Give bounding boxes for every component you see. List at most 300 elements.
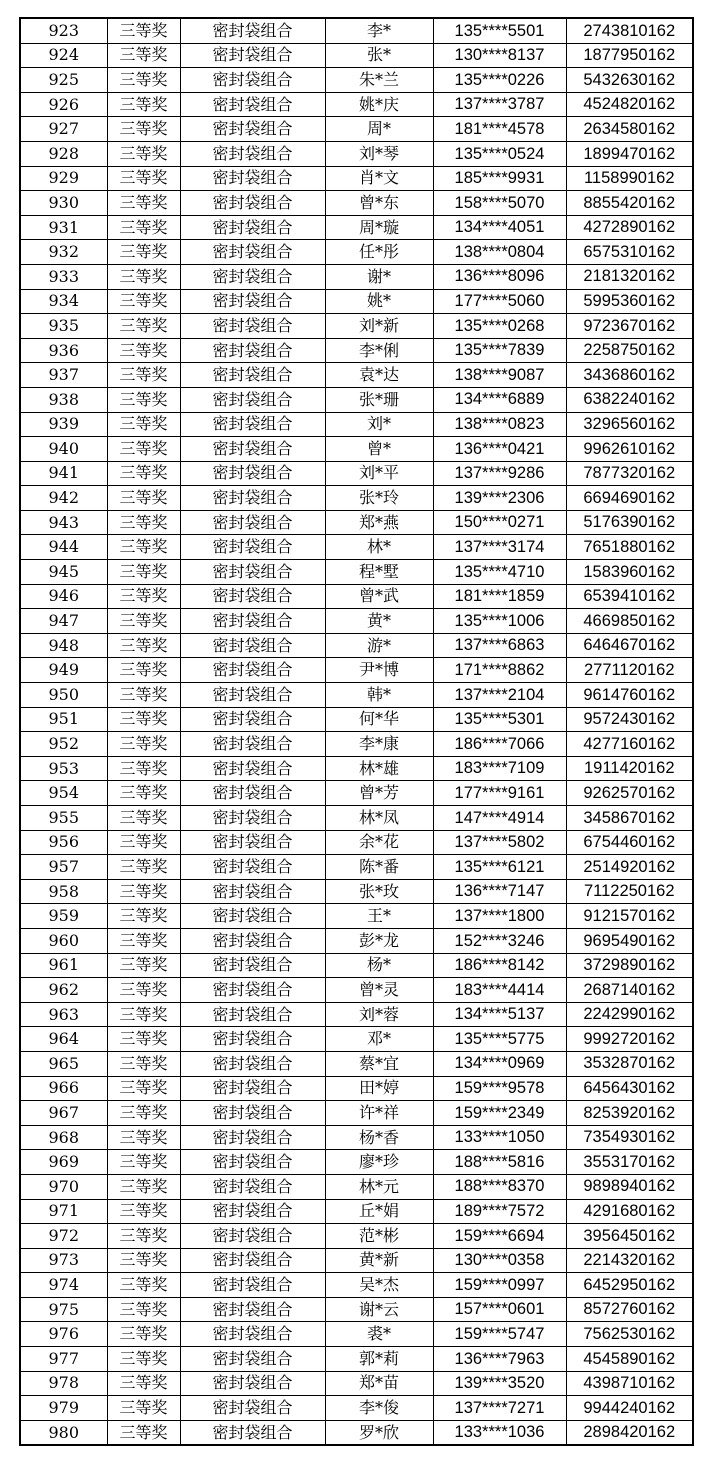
cell-phone: 138****0804	[433, 240, 566, 265]
cell-prize: 三等奖	[107, 1420, 180, 1445]
cell-name: 余*花	[325, 830, 433, 855]
cell-item: 密封袋组合	[180, 1027, 325, 1052]
cell-name: 何*华	[325, 707, 433, 732]
cell-name: 李*俊	[325, 1396, 433, 1421]
cell-no: 923	[20, 18, 107, 43]
table-row	[20, 117, 693, 142]
cell-item: 密封袋组合	[180, 1297, 325, 1322]
cell-prize: 三等奖	[107, 1002, 180, 1027]
cell-item: 密封袋组合	[180, 953, 325, 978]
table-row	[20, 68, 693, 93]
cell-item: 密封袋组合	[180, 1420, 325, 1445]
cell-item: 密封袋组合	[180, 1002, 325, 1027]
table-row	[20, 289, 693, 314]
cell-phone: 133****1050	[433, 1125, 566, 1150]
table-row	[20, 486, 693, 511]
table-row	[20, 609, 693, 634]
cell-code: 9992720162	[566, 1027, 693, 1052]
cell-phone: 137****9286	[433, 461, 566, 486]
cell-no: 950	[20, 683, 107, 708]
cell-prize: 三等奖	[107, 1051, 180, 1076]
cell-code: 1158990162	[566, 166, 693, 191]
cell-item: 密封袋组合	[180, 314, 325, 339]
table-row	[20, 92, 693, 117]
cell-no: 951	[20, 707, 107, 732]
cell-no: 932	[20, 240, 107, 265]
cell-prize: 三等奖	[107, 732, 180, 757]
cell-code: 6452950162	[566, 1273, 693, 1298]
cell-item: 密封袋组合	[180, 658, 325, 683]
cell-no: 976	[20, 1322, 107, 1347]
cell-item: 密封袋组合	[180, 1322, 325, 1347]
cell-item: 密封袋组合	[180, 1248, 325, 1273]
table-row	[20, 1199, 693, 1224]
cell-phone: 135****0226	[433, 68, 566, 93]
cell-item: 密封袋组合	[180, 1199, 325, 1224]
cell-code: 7354930162	[566, 1125, 693, 1150]
table-row	[20, 855, 693, 880]
cell-item: 密封袋组合	[180, 510, 325, 535]
cell-no: 941	[20, 461, 107, 486]
cell-name: 周*	[325, 117, 433, 142]
cell-no: 971	[20, 1199, 107, 1224]
table-row	[20, 412, 693, 437]
cell-phone: 136****8096	[433, 264, 566, 289]
cell-no: 925	[20, 68, 107, 93]
cell-prize: 三等奖	[107, 953, 180, 978]
cell-name: 朱*兰	[325, 68, 433, 93]
cell-code: 6754460162	[566, 830, 693, 855]
table-row	[20, 1002, 693, 1027]
cell-no: 961	[20, 953, 107, 978]
cell-item: 密封袋组合	[180, 117, 325, 142]
cell-code: 4669850162	[566, 609, 693, 634]
cell-code: 3729890162	[566, 953, 693, 978]
cell-phone: 137****6863	[433, 633, 566, 658]
cell-code: 6456430162	[566, 1076, 693, 1101]
cell-no: 969	[20, 1150, 107, 1175]
cell-prize: 三等奖	[107, 781, 180, 806]
cell-code: 6382240162	[566, 387, 693, 412]
cell-prize: 三等奖	[107, 928, 180, 953]
cell-phone: 135****0524	[433, 141, 566, 166]
cell-code: 2181320162	[566, 264, 693, 289]
table-row	[20, 338, 693, 363]
cell-no: 954	[20, 781, 107, 806]
table-row	[20, 732, 693, 757]
cell-item: 密封袋组合	[180, 264, 325, 289]
cell-item: 密封袋组合	[180, 461, 325, 486]
cell-code: 9262570162	[566, 781, 693, 806]
cell-no: 973	[20, 1248, 107, 1273]
cell-item: 密封袋组合	[180, 806, 325, 831]
cell-no: 967	[20, 1101, 107, 1126]
cell-no: 952	[20, 732, 107, 757]
cell-phone: 135****1006	[433, 609, 566, 634]
cell-phone: 177****5060	[433, 289, 566, 314]
cell-no: 926	[20, 92, 107, 117]
cell-no: 935	[20, 314, 107, 339]
cell-item: 密封袋组合	[180, 1101, 325, 1126]
cell-prize: 三等奖	[107, 1027, 180, 1052]
cell-item: 密封袋组合	[180, 1125, 325, 1150]
cell-name: 郑*苗	[325, 1371, 433, 1396]
table-row	[20, 978, 693, 1003]
cell-phone: 181****4578	[433, 117, 566, 142]
cell-phone: 157****0601	[433, 1297, 566, 1322]
cell-item: 密封袋组合	[180, 1051, 325, 1076]
cell-item: 密封袋组合	[180, 560, 325, 585]
cell-name: 王*	[325, 904, 433, 929]
cell-code: 9614760162	[566, 683, 693, 708]
cell-item: 密封袋组合	[180, 707, 325, 732]
cell-phone: 183****4414	[433, 978, 566, 1003]
cell-code: 2771120162	[566, 658, 693, 683]
cell-no: 940	[20, 437, 107, 462]
cell-code: 6694690162	[566, 486, 693, 511]
cell-code: 3296560162	[566, 412, 693, 437]
cell-code: 1899470162	[566, 141, 693, 166]
cell-code: 2514920162	[566, 855, 693, 880]
cell-prize: 三等奖	[107, 264, 180, 289]
cell-name: 姚*庆	[325, 92, 433, 117]
cell-name: 张*珊	[325, 387, 433, 412]
cell-item: 密封袋组合	[180, 68, 325, 93]
cell-prize: 三等奖	[107, 830, 180, 855]
cell-code: 4277160162	[566, 732, 693, 757]
cell-code: 2242990162	[566, 1002, 693, 1027]
cell-name: 裘*	[325, 1322, 433, 1347]
cell-item: 密封袋组合	[180, 1076, 325, 1101]
cell-item: 密封袋组合	[180, 338, 325, 363]
cell-phone: 185****9931	[433, 166, 566, 191]
cell-code: 3553170162	[566, 1150, 693, 1175]
cell-no: 934	[20, 289, 107, 314]
cell-no: 975	[20, 1297, 107, 1322]
cell-code: 7112250162	[566, 879, 693, 904]
cell-prize: 三等奖	[107, 1396, 180, 1421]
cell-code: 9962610162	[566, 437, 693, 462]
cell-name: 李*康	[325, 732, 433, 757]
cell-no: 957	[20, 855, 107, 880]
cell-prize: 三等奖	[107, 1322, 180, 1347]
cell-prize: 三等奖	[107, 43, 180, 68]
cell-name: 彭*龙	[325, 928, 433, 953]
cell-no: 958	[20, 879, 107, 904]
cell-phone: 134****5137	[433, 1002, 566, 1027]
cell-name: 曾*芳	[325, 781, 433, 806]
table-row	[20, 1322, 693, 1347]
cell-code: 5176390162	[566, 510, 693, 535]
cell-name: 任*彤	[325, 240, 433, 265]
cell-prize: 三等奖	[107, 363, 180, 388]
cell-phone: 134****6889	[433, 387, 566, 412]
cell-item: 密封袋组合	[180, 781, 325, 806]
cell-phone: 135****6121	[433, 855, 566, 880]
table-row	[20, 1273, 693, 1298]
table-row	[20, 879, 693, 904]
cell-item: 密封袋组合	[180, 43, 325, 68]
cell-code: 6575310162	[566, 240, 693, 265]
cell-phone: 130****0358	[433, 1248, 566, 1273]
table-row	[20, 830, 693, 855]
cell-item: 密封袋组合	[180, 855, 325, 880]
table-row	[20, 1297, 693, 1322]
cell-phone: 138****9087	[433, 363, 566, 388]
cell-name: 李*	[325, 18, 433, 43]
table-row	[20, 633, 693, 658]
cell-prize: 三等奖	[107, 1199, 180, 1224]
cell-phone: 134****4051	[433, 215, 566, 240]
cell-no: 942	[20, 486, 107, 511]
cell-no: 946	[20, 584, 107, 609]
cell-phone: 135****5301	[433, 707, 566, 732]
cell-phone: 159****0997	[433, 1273, 566, 1298]
cell-name: 张*玲	[325, 486, 433, 511]
cell-prize: 三等奖	[107, 314, 180, 339]
cell-item: 密封袋组合	[180, 584, 325, 609]
cell-name: 刘*新	[325, 314, 433, 339]
cell-item: 密封袋组合	[180, 1347, 325, 1372]
cell-item: 密封袋组合	[180, 1273, 325, 1298]
cell-code: 1877950162	[566, 43, 693, 68]
table-row	[20, 658, 693, 683]
cell-name: 周*璇	[325, 215, 433, 240]
table-row	[20, 584, 693, 609]
table-row	[20, 1076, 693, 1101]
cell-item: 密封袋组合	[180, 879, 325, 904]
cell-no: 974	[20, 1273, 107, 1298]
cell-no: 933	[20, 264, 107, 289]
cell-phone: 183****7109	[433, 756, 566, 781]
cell-code: 7877320162	[566, 461, 693, 486]
table-row	[20, 191, 693, 216]
cell-item: 密封袋组合	[180, 732, 325, 757]
cell-item: 密封袋组合	[180, 141, 325, 166]
cell-prize: 三等奖	[107, 1224, 180, 1249]
cell-no: 930	[20, 191, 107, 216]
cell-phone: 136****7963	[433, 1347, 566, 1372]
cell-code: 4545890162	[566, 1347, 693, 1372]
cell-phone: 137****3174	[433, 535, 566, 560]
cell-no: 956	[20, 830, 107, 855]
cell-name: 曾*武	[325, 584, 433, 609]
cell-name: 黄*	[325, 609, 433, 634]
cell-prize: 三等奖	[107, 191, 180, 216]
table-row	[20, 1101, 693, 1126]
table-row	[20, 806, 693, 831]
cell-phone: 159****2349	[433, 1101, 566, 1126]
cell-no: 948	[20, 633, 107, 658]
cell-phone: 137****5802	[433, 830, 566, 855]
cell-phone: 138****0823	[433, 412, 566, 437]
cell-no: 928	[20, 141, 107, 166]
cell-code: 7562530162	[566, 1322, 693, 1347]
table-row	[20, 1150, 693, 1175]
cell-prize: 三等奖	[107, 215, 180, 240]
cell-code: 8572760162	[566, 1297, 693, 1322]
cell-code: 9572430162	[566, 707, 693, 732]
table-row	[20, 1371, 693, 1396]
cell-code: 2258750162	[566, 338, 693, 363]
cell-item: 密封袋组合	[180, 1150, 325, 1175]
cell-phone: 186****8142	[433, 953, 566, 978]
cell-phone: 188****5816	[433, 1150, 566, 1175]
cell-code: 9121570162	[566, 904, 693, 929]
cell-name: 林*雄	[325, 756, 433, 781]
cell-phone: 159****6694	[433, 1224, 566, 1249]
cell-no: 924	[20, 43, 107, 68]
cell-no: 966	[20, 1076, 107, 1101]
cell-prize: 三等奖	[107, 1248, 180, 1273]
cell-no: 931	[20, 215, 107, 240]
cell-no: 972	[20, 1224, 107, 1249]
cell-name: 曾*	[325, 437, 433, 462]
table-row	[20, 166, 693, 191]
cell-name: 姚*	[325, 289, 433, 314]
cell-code: 2214320162	[566, 1248, 693, 1273]
cell-name: 韩*	[325, 683, 433, 708]
cell-code: 2898420162	[566, 1420, 693, 1445]
table-row	[20, 928, 693, 953]
cell-item: 密封袋组合	[180, 904, 325, 929]
cell-prize: 三等奖	[107, 560, 180, 585]
cell-code: 4524820162	[566, 92, 693, 117]
cell-no: 960	[20, 928, 107, 953]
cell-name: 张*玫	[325, 879, 433, 904]
cell-code: 1583960162	[566, 560, 693, 585]
cell-item: 密封袋组合	[180, 18, 325, 43]
cell-name: 吴*杰	[325, 1273, 433, 1298]
cell-phone: 189****7572	[433, 1199, 566, 1224]
cell-code: 7651880162	[566, 535, 693, 560]
cell-code: 3532870162	[566, 1051, 693, 1076]
cell-prize: 三等奖	[107, 141, 180, 166]
cell-code: 9944240162	[566, 1396, 693, 1421]
cell-no: 953	[20, 756, 107, 781]
cell-name: 田*婷	[325, 1076, 433, 1101]
cell-code: 4398710162	[566, 1371, 693, 1396]
cell-name: 陈*番	[325, 855, 433, 880]
cell-name: 黄*新	[325, 1248, 433, 1273]
cell-prize: 三等奖	[107, 904, 180, 929]
cell-name: 林*元	[325, 1174, 433, 1199]
cell-code: 4272890162	[566, 215, 693, 240]
cell-phone: 130****8137	[433, 43, 566, 68]
cell-no: 964	[20, 1027, 107, 1052]
cell-item: 密封袋组合	[180, 215, 325, 240]
cell-code: 2634580162	[566, 117, 693, 142]
table-row	[20, 1347, 693, 1372]
cell-phone: 139****2306	[433, 486, 566, 511]
table-row	[20, 953, 693, 978]
cell-name: 刘*琴	[325, 141, 433, 166]
cell-code: 4291680162	[566, 1199, 693, 1224]
cell-prize: 三等奖	[107, 510, 180, 535]
cell-prize: 三等奖	[107, 806, 180, 831]
cell-name: 郑*燕	[325, 510, 433, 535]
table-row	[20, 141, 693, 166]
table-row	[20, 707, 693, 732]
cell-phone: 134****0969	[433, 1051, 566, 1076]
cell-phone: 137****1800	[433, 904, 566, 929]
cell-code: 9723670162	[566, 314, 693, 339]
cell-item: 密封袋组合	[180, 609, 325, 634]
cell-name: 邓*	[325, 1027, 433, 1052]
cell-phone: 147****4914	[433, 806, 566, 831]
cell-no: 979	[20, 1396, 107, 1421]
cell-item: 密封袋组合	[180, 633, 325, 658]
cell-prize: 三等奖	[107, 18, 180, 43]
cell-code: 3436860162	[566, 363, 693, 388]
cell-phone: 137****2104	[433, 683, 566, 708]
cell-item: 密封袋组合	[180, 412, 325, 437]
cell-prize: 三等奖	[107, 68, 180, 93]
cell-prize: 三等奖	[107, 437, 180, 462]
table-row	[20, 1224, 693, 1249]
cell-no: 947	[20, 609, 107, 634]
cell-name: 曾*东	[325, 191, 433, 216]
cell-no: 963	[20, 1002, 107, 1027]
cell-code: 2687140162	[566, 978, 693, 1003]
winners-table-body	[20, 18, 693, 1445]
cell-code: 6464670162	[566, 633, 693, 658]
cell-name: 杨*香	[325, 1125, 433, 1150]
cell-code: 3458670162	[566, 806, 693, 831]
cell-prize: 三等奖	[107, 1371, 180, 1396]
cell-no: 955	[20, 806, 107, 831]
table-row	[20, 683, 693, 708]
cell-prize: 三等奖	[107, 166, 180, 191]
cell-no: 939	[20, 412, 107, 437]
cell-phone: 135****7839	[433, 338, 566, 363]
table-row	[20, 437, 693, 462]
cell-phone: 137****7271	[433, 1396, 566, 1421]
cell-item: 密封袋组合	[180, 289, 325, 314]
table-row	[20, 314, 693, 339]
cell-prize: 三等奖	[107, 1150, 180, 1175]
table-row	[20, 240, 693, 265]
cell-no: 937	[20, 363, 107, 388]
cell-prize: 三等奖	[107, 1101, 180, 1126]
cell-name: 廖*珍	[325, 1150, 433, 1175]
cell-code: 8855420162	[566, 191, 693, 216]
table-row	[20, 1174, 693, 1199]
cell-prize: 三等奖	[107, 461, 180, 486]
cell-item: 密封袋组合	[180, 1224, 325, 1249]
table-row	[20, 264, 693, 289]
cell-name: 李*俐	[325, 338, 433, 363]
cell-prize: 三等奖	[107, 633, 180, 658]
table-row	[20, 781, 693, 806]
cell-no: 927	[20, 117, 107, 142]
cell-name: 丘*娟	[325, 1199, 433, 1224]
cell-name: 林*	[325, 535, 433, 560]
cell-item: 密封袋组合	[180, 928, 325, 953]
cell-prize: 三等奖	[107, 609, 180, 634]
cell-phone: 159****5747	[433, 1322, 566, 1347]
cell-code: 5995360162	[566, 289, 693, 314]
cell-name: 杨*	[325, 953, 433, 978]
cell-item: 密封袋组合	[180, 363, 325, 388]
cell-no: 938	[20, 387, 107, 412]
cell-prize: 三等奖	[107, 240, 180, 265]
cell-prize: 三等奖	[107, 658, 180, 683]
cell-no: 968	[20, 1125, 107, 1150]
cell-name: 郭*莉	[325, 1347, 433, 1372]
cell-item: 密封袋组合	[180, 830, 325, 855]
cell-phone: 152****3246	[433, 928, 566, 953]
